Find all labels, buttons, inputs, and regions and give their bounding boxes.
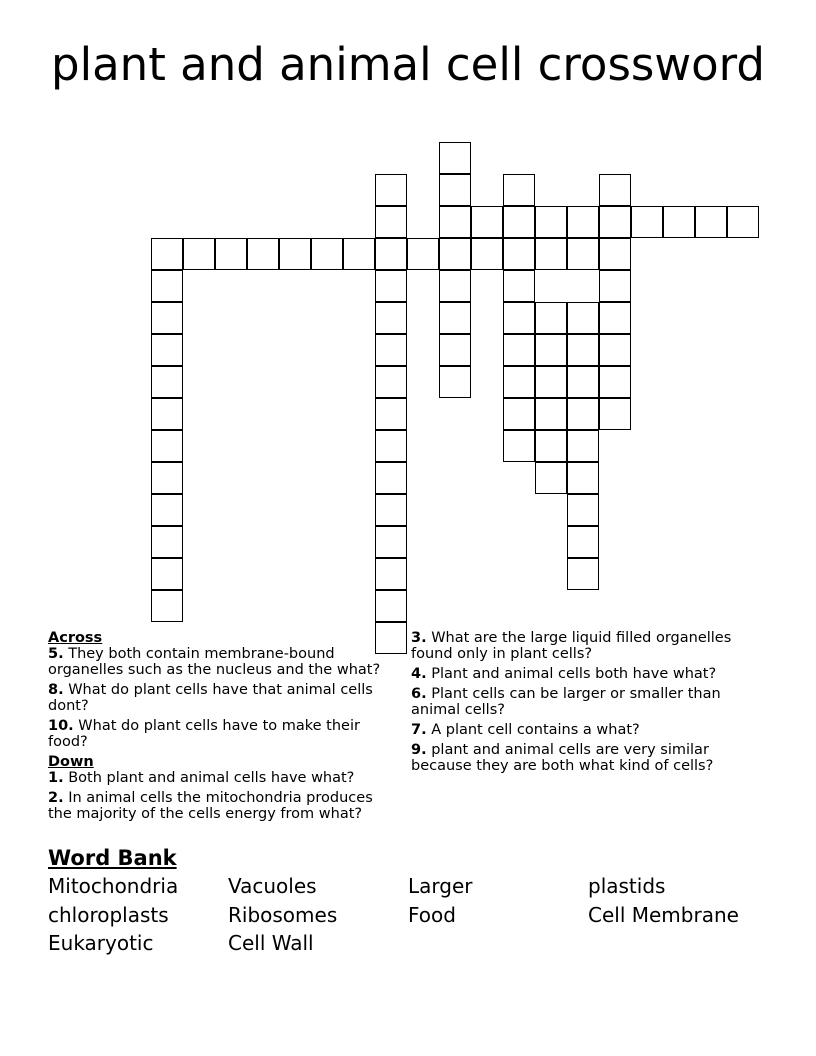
grid-cell[interactable] (151, 558, 183, 590)
grid-cell[interactable] (439, 238, 471, 270)
grid-cell[interactable] (535, 206, 567, 238)
grid-cell[interactable] (151, 398, 183, 430)
grid-cell[interactable] (151, 270, 183, 302)
grid-cell[interactable] (535, 398, 567, 430)
grid-cell[interactable] (503, 302, 535, 334)
grid-cell[interactable] (535, 430, 567, 462)
clue-down-3 (411, 630, 761, 662)
clue-text: What do plant cells have to make their food? (48, 718, 360, 750)
clue-across-5 (48, 646, 393, 678)
clue-text: What do plant cells have that animal cells dont? (48, 682, 373, 714)
grid-cell[interactable] (311, 238, 343, 270)
clue-down-6 (411, 686, 761, 718)
grid-cell[interactable] (439, 142, 471, 174)
grid-cell[interactable] (375, 334, 407, 366)
grid-cell[interactable] (599, 398, 631, 430)
grid-cell[interactable] (663, 206, 695, 238)
clue-across-8 (48, 682, 393, 714)
grid-cell[interactable] (151, 494, 183, 526)
page-title: plant and animal cell crossword (51, 38, 765, 91)
grid-cell[interactable] (375, 366, 407, 398)
grid-cell[interactable] (535, 302, 567, 334)
grid-cell[interactable] (599, 270, 631, 302)
clue-number: 7. (411, 722, 427, 738)
grid-cell[interactable] (375, 206, 407, 238)
grid-cell[interactable] (439, 302, 471, 334)
grid-cell[interactable] (279, 238, 311, 270)
word-bank-title: Word Bank (48, 846, 177, 870)
word-bank-word: Mitochondria (48, 874, 179, 898)
grid-cell[interactable] (439, 206, 471, 238)
word-bank-word: plastids (588, 874, 666, 898)
grid-cell[interactable] (151, 366, 183, 398)
grid-cell[interactable] (151, 238, 183, 270)
grid-cell[interactable] (375, 238, 407, 270)
grid-cell[interactable] (439, 334, 471, 366)
clue-across-10 (48, 718, 393, 750)
clue-number: 5. (48, 646, 64, 662)
word-bank-word: Cell Wall (228, 931, 314, 955)
grid-cell[interactable] (471, 238, 503, 270)
grid-cell[interactable] (151, 590, 183, 622)
clue-number: 2. (48, 790, 64, 806)
grid-cell[interactable] (503, 430, 535, 462)
clue-down-2 (48, 790, 393, 822)
grid-cell[interactable] (599, 238, 631, 270)
grid-cell[interactable] (535, 366, 567, 398)
grid-cell[interactable] (375, 430, 407, 462)
clues-left-column (48, 630, 393, 826)
grid-cell[interactable] (375, 270, 407, 302)
grid-cell[interactable] (727, 206, 759, 238)
clue-number: 4. (411, 666, 427, 682)
clues-right-column (411, 630, 761, 778)
grid-cell[interactable] (503, 270, 535, 302)
across-header: Across (48, 630, 103, 646)
grid-cell[interactable] (503, 206, 535, 238)
grid-cell[interactable] (151, 430, 183, 462)
clue-down-1 (48, 770, 393, 786)
grid-cell[interactable] (375, 526, 407, 558)
grid-cell[interactable] (567, 238, 599, 270)
grid-cell[interactable] (375, 174, 407, 206)
grid-cell[interactable] (567, 398, 599, 430)
grid-cell[interactable] (343, 238, 375, 270)
grid-cell[interactable] (503, 238, 535, 270)
grid-cell[interactable] (599, 174, 631, 206)
word-bank-word: Food (408, 903, 456, 927)
word-bank-word: Cell Membrane (588, 903, 739, 927)
grid-cell[interactable] (471, 206, 503, 238)
clue-number: 6. (411, 686, 427, 702)
grid-cell[interactable] (631, 206, 663, 238)
clue-down-7 (411, 722, 761, 738)
grid-cell[interactable] (599, 334, 631, 366)
grid-cell[interactable] (567, 430, 599, 462)
grid-cell[interactable] (375, 302, 407, 334)
grid-cell[interactable] (439, 174, 471, 206)
grid-cell[interactable] (151, 302, 183, 334)
clue-down-9 (411, 742, 761, 774)
grid-cell[interactable] (151, 526, 183, 558)
clue-text: What are the large liquid filled organelles found only in plant cells? (411, 630, 732, 662)
grid-cell[interactable] (503, 398, 535, 430)
grid-cell[interactable] (151, 462, 183, 494)
clue-number: 9. (411, 742, 427, 758)
grid-cell[interactable] (567, 558, 599, 590)
word-bank-word: Eukaryotic (48, 931, 154, 955)
grid-cell[interactable] (247, 238, 279, 270)
grid-cell[interactable] (503, 366, 535, 398)
grid-cell[interactable] (599, 366, 631, 398)
clue-text: Plant cells can be larger or smaller than animal cells? (411, 686, 721, 718)
grid-cell[interactable] (567, 526, 599, 558)
grid-cell[interactable] (375, 462, 407, 494)
grid-cell[interactable] (695, 206, 727, 238)
clue-text: plant and animal cells are very similar because they are both what kind of cells? (411, 742, 714, 774)
down-header: Down (48, 754, 94, 770)
clue-text: In animal cells the mitochondria produces the majority of the cells energy from what? (48, 790, 373, 822)
grid-cell[interactable] (375, 398, 407, 430)
grid-cell[interactable] (599, 302, 631, 334)
grid-cell[interactable] (439, 270, 471, 302)
grid-cell[interactable] (567, 494, 599, 526)
grid-cell[interactable] (567, 334, 599, 366)
grid-cell[interactable] (375, 558, 407, 590)
clue-text: A plant cell contains a what? (431, 722, 640, 738)
clue-text: Plant and animal cells both have what? (431, 666, 717, 682)
grid-cell[interactable] (567, 462, 599, 494)
clue-text: They both contain membrane-bound organelles such as the nucleus and the what? (48, 646, 381, 678)
grid-cell[interactable] (535, 462, 567, 494)
clue-number: 10. (48, 718, 74, 734)
grid-cell[interactable] (503, 174, 535, 206)
grid-cell[interactable] (567, 302, 599, 334)
word-bank-word: Ribosomes (228, 903, 338, 927)
word-bank-word: chloroplasts (48, 903, 169, 927)
grid-cell[interactable] (503, 334, 535, 366)
grid-cell[interactable] (439, 366, 471, 398)
grid-cell[interactable] (151, 334, 183, 366)
grid-cell[interactable] (375, 590, 407, 622)
clue-text: Both plant and animal cells have what? (68, 770, 355, 786)
grid-cell[interactable] (535, 238, 567, 270)
grid-cell[interactable] (407, 238, 439, 270)
clue-number: 3. (411, 630, 427, 646)
grid-cell[interactable] (375, 494, 407, 526)
grid-cell[interactable] (567, 206, 599, 238)
grid-cell[interactable] (183, 238, 215, 270)
word-bank-word: Larger (408, 874, 473, 898)
grid-cell[interactable] (599, 206, 631, 238)
grid-cell[interactable] (567, 366, 599, 398)
word-bank-word: Vacuoles (228, 874, 317, 898)
clue-number: 8. (48, 682, 64, 698)
clue-down-4 (411, 666, 761, 682)
grid-cell[interactable] (215, 238, 247, 270)
clue-number: 1. (48, 770, 64, 786)
grid-cell[interactable] (535, 334, 567, 366)
